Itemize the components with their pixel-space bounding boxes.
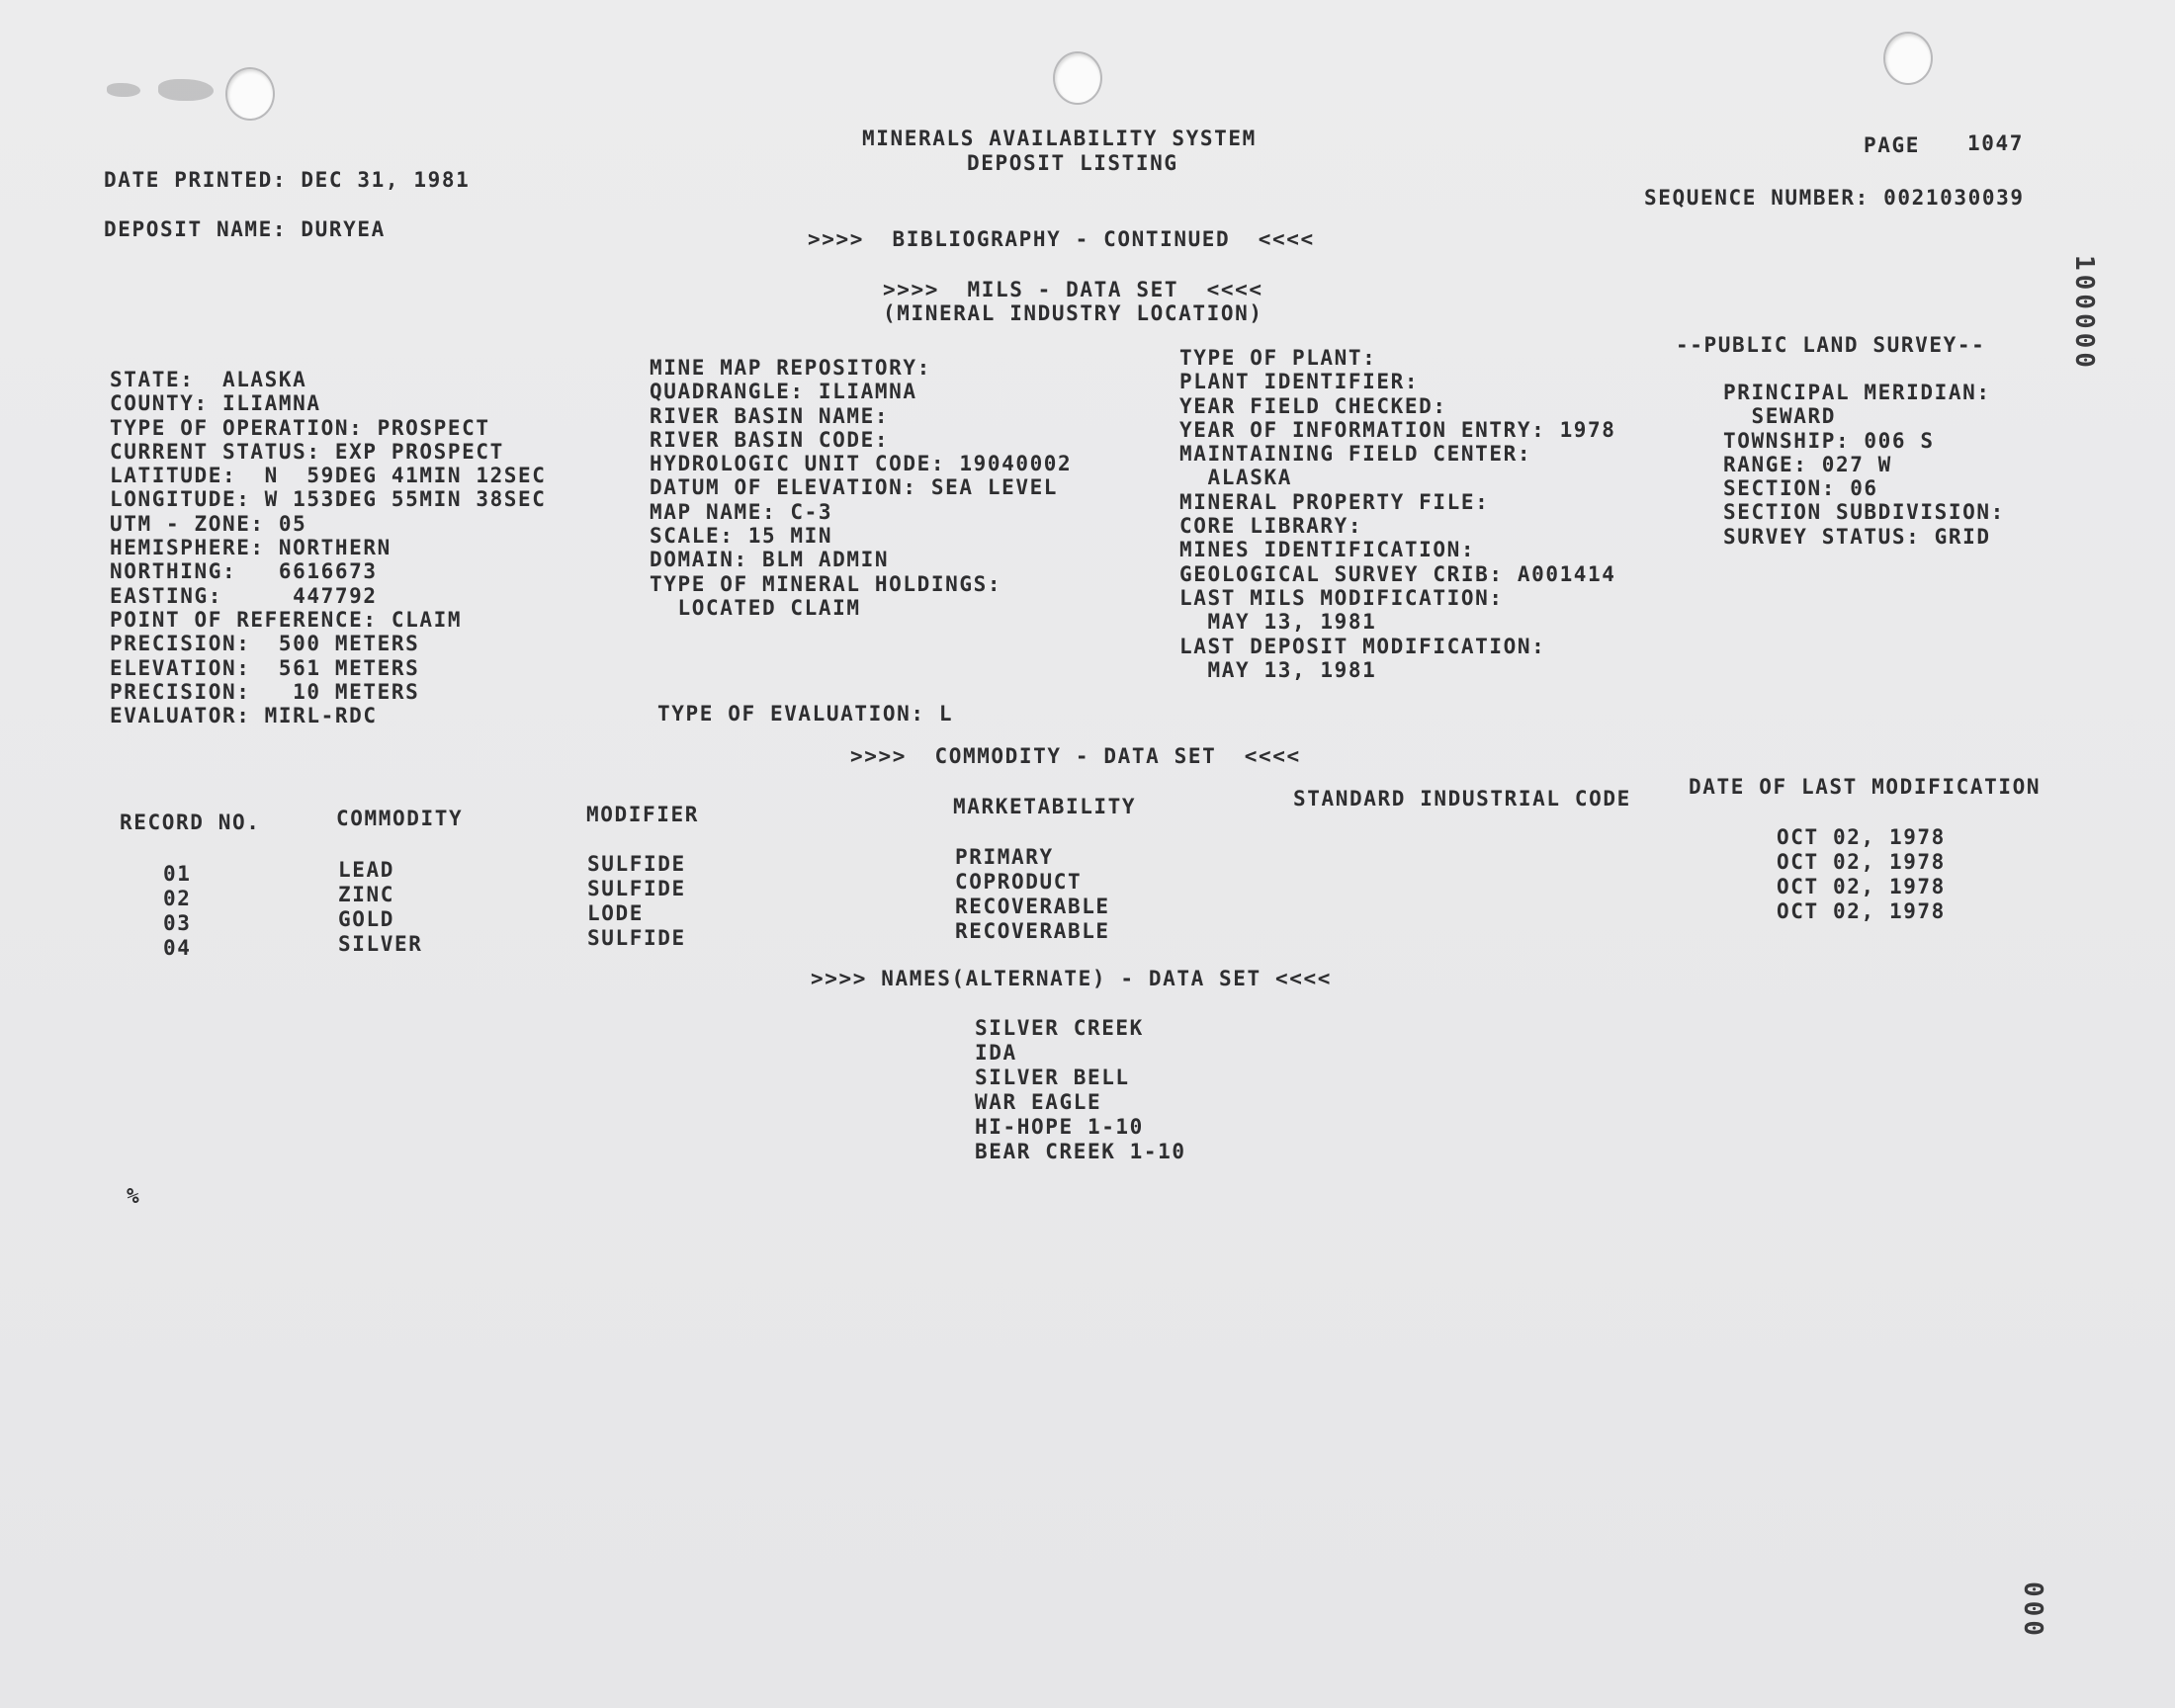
mils-field: YEAR FIELD CHECKED:	[1179, 393, 1447, 418]
list-item: BEAR CREEK 1-10	[975, 1140, 1186, 1163]
mils-field: TYPE OF MINERAL HOLDINGS:	[650, 571, 1002, 596]
col-header-date-mod: DATE OF LAST MODIFICATION	[1689, 775, 2042, 799]
col-header-marketability: MARKETABILITY	[953, 795, 1137, 818]
table-cell: OCT 02, 1978	[1777, 875, 1946, 898]
list-item: HI-HOPE 1-10	[975, 1115, 1144, 1139]
mils-field: PLANT IDENTIFIER:	[1179, 370, 1420, 394]
survey-field: PRINCIPAL MERIDIAN:	[1723, 381, 1991, 404]
alternate-names-list	[975, 1016, 1186, 1164]
survey-field: TOWNSHIP: 006 S	[1723, 428, 1935, 453]
mils-plant-column	[1179, 346, 1616, 682]
list-item: WAR EAGLE	[975, 1090, 1102, 1114]
col-header-sic: STANDARD INDUSTRIAL CODE	[1293, 787, 1631, 811]
col-header-modifier: MODIFIER	[586, 803, 699, 826]
table-cell: RECOVERABLE	[955, 895, 1110, 918]
table-cell: OCT 02, 1978	[1777, 825, 1946, 849]
mils-field: GEOLOGICAL SURVEY CRIB: A001414	[1179, 561, 1616, 586]
mils-field: MINE MAP REPOSITORY:	[650, 356, 931, 380]
table-cell: SULFIDE	[587, 877, 686, 900]
punch-hole-right	[1883, 32, 1933, 85]
mils-field: EASTING: 447792	[110, 583, 378, 608]
sequence-number: SEQUENCE NUMBER: 0021030039	[1644, 186, 2025, 210]
col-header-record-no: RECORD NO.	[120, 811, 261, 834]
table-cell: RECOVERABLE	[955, 919, 1110, 943]
mils-field: MAINTAINING FIELD CENTER:	[1179, 442, 1532, 467]
mils-field: MAY 13, 1981	[1179, 657, 1377, 682]
ink-smudge	[158, 79, 214, 101]
mils-subheading: (MINERAL INDUSTRY LOCATION)	[883, 301, 1263, 325]
mils-field: RIVER BASIN NAME:	[650, 403, 890, 428]
commodity-column	[338, 858, 422, 957]
mils-field: UTM - ZONE: 05	[110, 511, 307, 536]
table-cell: 04	[163, 936, 192, 960]
mils-field: LAST MILS MODIFICATION:	[1179, 585, 1504, 610]
mils-map-column	[650, 356, 1072, 620]
survey-field: SURVEY STATUS: GRID	[1723, 524, 1991, 549]
survey-field: RANGE: 027 W	[1723, 452, 1892, 476]
table-cell: PRIMARY	[955, 845, 1054, 869]
survey-field: SECTION SUBDIVISION:	[1723, 500, 2005, 525]
mils-field: TYPE OF PLANT:	[1179, 346, 1377, 370]
table-cell: SILVER	[338, 932, 423, 956]
punch-hole-left	[225, 67, 275, 121]
type-of-evaluation: TYPE OF EVALUATION: L	[657, 702, 954, 726]
ink-smudge	[107, 83, 140, 97]
listing-title: DEPOSIT LISTING	[967, 151, 1178, 175]
mils-field: NORTHING: 6616673	[110, 559, 378, 584]
date-mod-column	[1777, 825, 1946, 924]
bibliography-heading: >>>> BIBLIOGRAPHY - CONTINUED <<<<	[808, 227, 1315, 251]
mils-field: SCALE: 15 MIN	[650, 524, 833, 549]
mils-field: MINERAL PROPERTY FILE:	[1179, 489, 1490, 514]
mils-heading: >>>> MILS - DATA SET <<<<	[883, 278, 1263, 301]
mils-field: ALASKA	[1179, 466, 1292, 490]
margin-stamp-top: 100000	[2069, 255, 2099, 372]
mils-field: PRECISION: 10 METERS	[110, 679, 420, 704]
commodity-heading: >>>> COMMODITY - DATA SET <<<<	[850, 744, 1301, 768]
page-number: 1047	[1967, 131, 2024, 155]
table-cell: 01	[163, 862, 192, 886]
table-cell: 03	[163, 911, 192, 935]
table-cell: SULFIDE	[587, 926, 686, 950]
mils-field: MAP NAME: C-3	[650, 499, 833, 524]
mils-field: EVALUATOR: MIRL-RDC	[110, 704, 378, 728]
mils-field: TYPE OF OPERATION: PROSPECT	[110, 415, 490, 440]
list-item: IDA	[975, 1041, 1017, 1065]
table-cell: LEAD	[338, 858, 394, 882]
mils-field: HEMISPHERE: NORTHERN	[110, 536, 392, 560]
land-survey-heading: --PUBLIC LAND SURVEY--	[1676, 333, 1986, 357]
mils-field: DATUM OF ELEVATION: SEA LEVEL	[650, 475, 1059, 500]
footer-mark: %	[127, 1184, 141, 1208]
table-cell: GOLD	[338, 907, 394, 931]
mils-field: CURRENT STATUS: EXP PROSPECT	[110, 439, 504, 464]
date-printed: DATE PRINTED: DEC 31, 1981	[104, 168, 471, 192]
table-cell: SULFIDE	[587, 852, 686, 876]
mils-field: CORE LIBRARY:	[1179, 514, 1363, 539]
table-cell: LODE	[587, 901, 644, 925]
punch-hole-center	[1053, 51, 1102, 105]
mils-location-column	[110, 368, 547, 727]
page-label: PAGE	[1864, 133, 1920, 157]
mils-field: RIVER BASIN CODE:	[650, 427, 890, 452]
table-cell: OCT 02, 1978	[1777, 899, 1946, 923]
list-item: SILVER CREEK	[975, 1016, 1144, 1040]
names-heading: >>>> NAMES(ALTERNATE) - DATA SET <<<<	[811, 967, 1332, 990]
mils-field: LAST DEPOSIT MODIFICATION:	[1179, 634, 1546, 658]
record-no-column	[163, 862, 192, 961]
table-cell: 02	[163, 887, 192, 910]
col-header-commodity: COMMODITY	[336, 807, 464, 830]
list-item: SILVER BELL	[975, 1066, 1130, 1089]
land-survey-column	[1723, 381, 2005, 549]
deposit-name: DEPOSIT NAME: DURYEA	[104, 217, 386, 241]
marketability-column	[955, 845, 1110, 944]
table-cell: OCT 02, 1978	[1777, 850, 1946, 874]
mils-field: YEAR OF INFORMATION ENTRY: 1978	[1179, 417, 1616, 442]
mils-field: ELEVATION: 561 METERS	[110, 655, 420, 680]
mils-field: MAY 13, 1981	[1179, 610, 1377, 635]
mils-field: LOCATED CLAIM	[650, 595, 861, 620]
mils-field: MINES IDENTIFICATION:	[1179, 538, 1476, 562]
system-title: MINERALS AVAILABILITY SYSTEM	[862, 127, 1257, 150]
mils-field: STATE: ALASKA	[110, 368, 307, 391]
mils-field: COUNTY: ILIAMNA	[110, 391, 321, 416]
margin-stamp-bottom: 000	[2018, 1581, 2047, 1640]
mils-field: POINT OF REFERENCE: CLAIM	[110, 607, 463, 632]
survey-field: SECTION: 06	[1723, 476, 1878, 501]
table-cell: COPRODUCT	[955, 870, 1083, 894]
mils-field: DOMAIN: BLM ADMIN	[650, 548, 890, 572]
mils-field: LATITUDE: N 59DEG 41MIN 12SEC	[110, 464, 547, 488]
mils-field: LONGITUDE: W 153DEG 55MIN 38SEC	[110, 487, 547, 512]
survey-field: SEWARD	[1723, 404, 1836, 429]
modifier-column	[587, 852, 686, 951]
mils-field: HYDROLOGIC UNIT CODE: 19040002	[650, 452, 1073, 476]
mils-field: QUADRANGLE: ILIAMNA	[650, 380, 917, 404]
table-cell: ZINC	[338, 883, 394, 906]
mils-field: PRECISION: 500 METERS	[110, 632, 420, 656]
